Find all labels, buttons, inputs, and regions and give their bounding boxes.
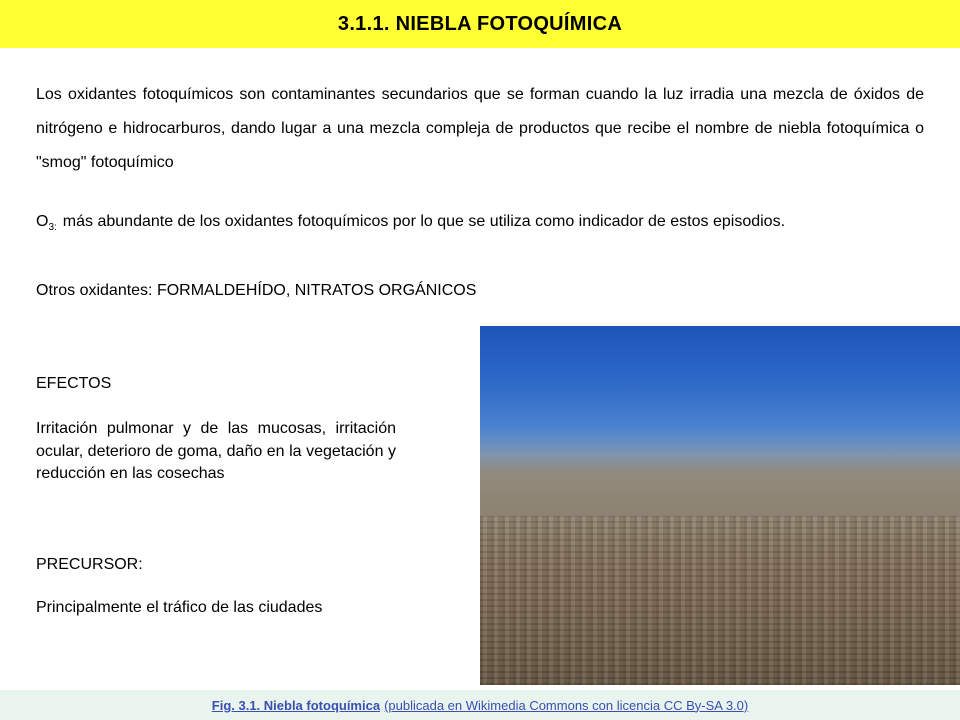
page-title: 3.1.1. NIEBLA FOTOQUÍMICA <box>337 12 623 35</box>
figure-caption <box>0 690 960 720</box>
ozone-paragraph <box>36 205 924 245</box>
figure-caption-link[interactable] <box>212 698 748 713</box>
other-oxidants-paragraph: Otros oxidantes: FORMALDEHÍDO, NITRATOS ORGÁNICOS <box>36 282 477 299</box>
effects-text: Irritación pulmonar y de las mucosas, irritación ocular, deterioro de goma, daño en la vegetación y reducción en las cosechas <box>36 420 396 482</box>
effects-heading: EFECTOS <box>36 375 112 392</box>
precursor-heading: PRECURSOR: <box>36 556 143 573</box>
smog-city-photo <box>480 326 960 685</box>
ozone-text: más abundante de los oxidantes fotoquímicos por lo que se utiliza como indicador de estos episodios. <box>62 213 786 230</box>
figure-source: (publicada en Wikimedia Commons con licencia CC By-SA 3.0) <box>384 697 749 713</box>
ozone-symbol: O <box>36 213 49 230</box>
figure-label: Fig. 3.1. Niebla fotoquímica <box>211 697 381 713</box>
city-texture-layer <box>480 516 960 685</box>
ozone-subscript: 3: <box>48 222 57 233</box>
title-banner <box>0 0 960 48</box>
precursor-text: Principalmente el tráfico de las ciudades <box>36 599 323 616</box>
intro-paragraph: Los oxidantes fotoquímicos son contaminantes secundarios que se forman cuando la luz irradia una mezcla de óxidos de nitrógeno e hidrocarburos, dando lugar a una mezcla compleja de productos que recibe el nombre de niebla fotoquímica o "smog" fotoquímico <box>36 86 924 171</box>
